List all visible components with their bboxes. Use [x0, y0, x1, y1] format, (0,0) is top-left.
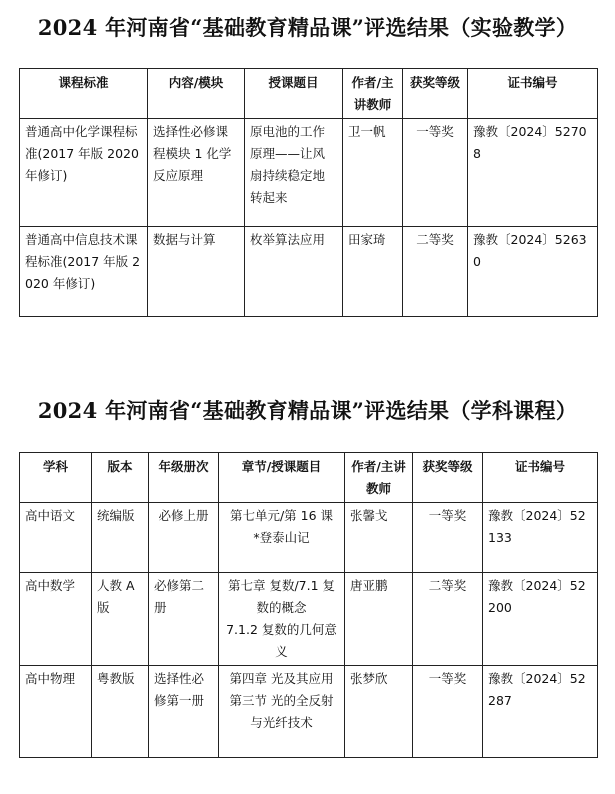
cell-chapter — [219, 503, 345, 573]
cell-standard: 普通高中信息技术课程标准(2017 年版 2020 年修订) — [20, 227, 148, 317]
cell-author: 卫一帆 — [343, 119, 403, 227]
header-cert: 证书编号 — [468, 69, 598, 119]
header-award: 获奖等级 — [413, 453, 483, 503]
section2-title: 2024 年河南省“基础教育精品课”评选结果（学科课程） — [37, 398, 578, 423]
cell-topic: 枚举算法应用 — [245, 227, 343, 317]
cell-volume: 必修上册 — [149, 503, 219, 573]
chapter-line: 第七章 复数/7.1 复数的概念 — [227, 578, 336, 615]
table-row — [20, 119, 598, 227]
subject-course-table — [19, 452, 598, 758]
cell-cert: 豫教〔2024〕52708 — [468, 119, 598, 227]
section1-title: 2024 年河南省“基础教育精品课”评选结果（实验教学） — [37, 15, 578, 40]
chapter-line: 第三节 光的全反射与光纤技术 — [229, 693, 334, 730]
cell-author: 张馨戈 — [345, 503, 413, 573]
header-edition: 版本 — [92, 453, 149, 503]
cell-volume: 必修第二册 — [149, 573, 219, 666]
cell-cert: 豫教〔2024〕52200 — [483, 573, 598, 666]
cell-chapter — [219, 573, 345, 666]
header-author: 作者/主讲教师 — [343, 69, 403, 119]
table-row — [20, 666, 598, 758]
cell-module: 数据与计算 — [148, 227, 245, 317]
cell-module: 选择性必修课程模块 1 化学反应原理 — [148, 119, 245, 227]
cell-author: 田家琦 — [343, 227, 403, 317]
cell-volume: 选择性必修第一册 — [149, 666, 219, 758]
cell-subject: 高中数学 — [20, 573, 92, 666]
header-module: 内容/模块 — [148, 69, 245, 119]
cell-cert: 豫教〔2024〕52630 — [468, 227, 598, 317]
chapter-line: 第四章 光及其应用 — [229, 671, 334, 686]
cell-award: 一等奖 — [413, 503, 483, 573]
header-topic: 授课题目 — [245, 69, 343, 119]
cell-topic: 原电池的工作原理——让风扇持续稳定地转起来 — [245, 119, 343, 227]
header-award: 获奖等级 — [403, 69, 468, 119]
cell-subject: 高中物理 — [20, 666, 92, 758]
header-standard: 课程标准 — [20, 69, 148, 119]
chapter-line: *登泰山记 — [253, 530, 310, 545]
header-volume: 年级册次 — [149, 453, 219, 503]
cell-award: 二等奖 — [403, 227, 468, 317]
header-chapter: 章节/授课题目 — [219, 453, 345, 503]
cell-award: 二等奖 — [413, 573, 483, 666]
chapter-line: 7.1.2 复数的几何意义 — [226, 622, 337, 659]
cell-standard: 普通高中化学课程标准(2017 年版 2020 年修订) — [20, 119, 148, 227]
table-header-row — [20, 453, 598, 503]
header-author: 作者/主讲教师 — [345, 453, 413, 503]
header-subject: 学科 — [20, 453, 92, 503]
header-cert: 证书编号 — [483, 453, 598, 503]
table-row — [20, 573, 598, 666]
cell-cert: 豫教〔2024〕52287 — [483, 666, 598, 758]
cell-award: 一等奖 — [413, 666, 483, 758]
table-row — [20, 503, 598, 573]
cell-chapter — [219, 666, 345, 758]
chapter-line: 第七单元/第 16 课 — [229, 508, 334, 523]
cell-subject: 高中语文 — [20, 503, 92, 573]
table-row — [20, 227, 598, 317]
experimental-teaching-table — [19, 68, 598, 317]
cell-award: 一等奖 — [403, 119, 468, 227]
cell-author: 张梦欣 — [345, 666, 413, 758]
cell-edition: 人教 A 版 — [92, 573, 149, 666]
cell-edition: 统编版 — [92, 503, 149, 573]
cell-author: 唐亚鹏 — [345, 573, 413, 666]
cell-cert: 豫教〔2024〕52133 — [483, 503, 598, 573]
cell-edition: 粤教版 — [92, 666, 149, 758]
table-header-row — [20, 69, 598, 119]
